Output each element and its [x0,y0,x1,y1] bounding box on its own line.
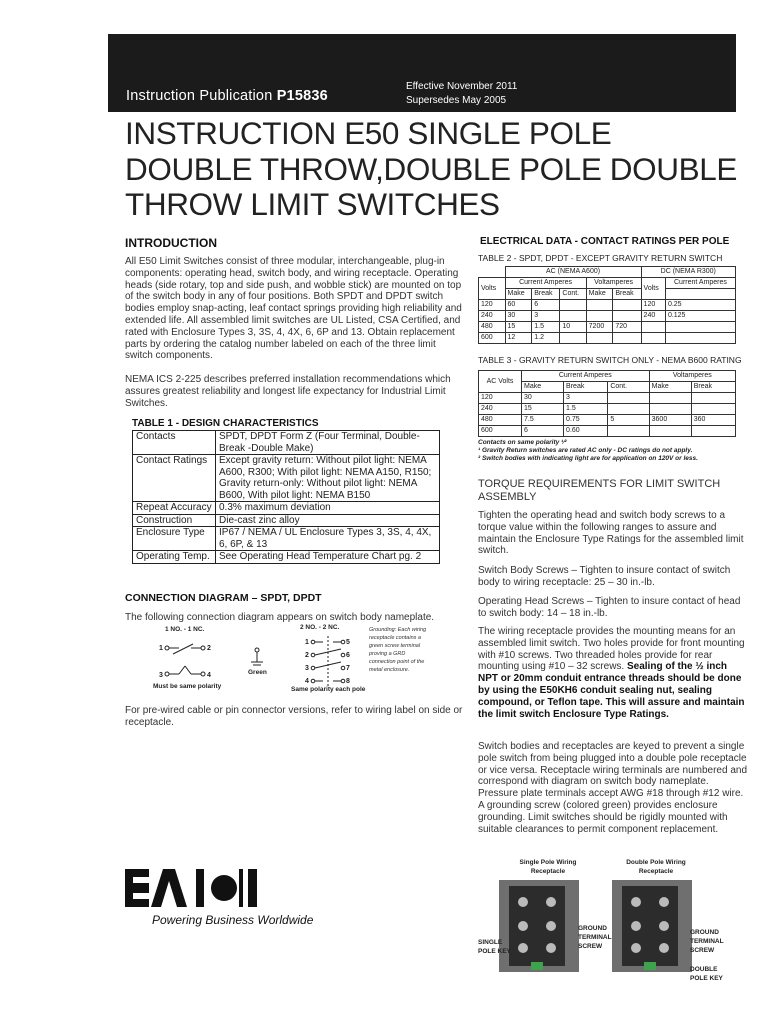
sub-make: Make [649,382,691,393]
ground-terminal-label-2: GROUND TERMINAL SCREW [690,929,724,954]
cell: 3 [532,311,560,322]
cell: 12 [505,333,532,344]
table-row [133,455,440,502]
photo-single-title: Single Pole Wiring Receptacle [519,859,577,875]
col-dc-volts: Volts [641,278,665,300]
connection-paragraph: The following connection diagram appears on switch body nameplate. [125,612,435,623]
sub-break: Break [613,289,641,300]
table-row [479,300,736,311]
sub-make: Make [522,382,564,393]
svg-text:2: 2 [207,645,211,652]
ground-terminal-label-1: GROUND TERMINAL SCREW [578,925,612,950]
table-row [479,311,736,322]
cell [691,426,735,437]
table-row [133,527,440,551]
green-label: Green [248,669,267,676]
cell: 0.125 [665,311,735,322]
row-value: Except gravity return: Without pilot light: NEMA A600, R300; With pilot light: NEMA A150, R150; Gravity return-only: Without pilot light: NEMA B600, With pilot light: NEMA B150 [216,455,440,502]
cell [641,322,665,333]
effective-dates [406,80,517,108]
col-current: Current Amperes [522,371,650,382]
cell [613,333,641,344]
cell [665,333,735,344]
cell: 0.60 [564,426,608,437]
col-ac-volts: AC Volts [479,371,522,393]
dpdt-caption: Same polarity each pole [291,686,366,693]
cell [649,393,691,404]
row-value: IP67 / NEMA / UL Enclosure Types 3, 3S, 4, 4X, 6, 6P, & 13 [216,527,440,551]
col-volts: Volts [479,278,506,300]
header-bar [108,34,736,112]
cell [649,404,691,415]
svg-text:4: 4 [305,678,309,685]
table2 [478,266,736,344]
cell: 15 [522,404,564,415]
torque-heading: TORQUE REQUIREMENTS FOR LIMIT SWITCH ASSEMBLY [478,478,721,503]
cell: 120 [479,393,522,404]
table-row [133,431,440,455]
torque-p4-text: The wiring receptacle provides the mounting means for an assembled limit switch. Two holes provide for front mounting with #10 screws. Two threaded holes provide for rear mounting using #10 – 32 screws. [478,626,745,673]
cell: 240 [479,311,506,322]
cell: 0.25 [665,300,735,311]
cell [641,333,665,344]
col-voltamperes: Voltamperes [586,278,641,289]
dpdt-label: 2 NO. - 2 NC. [300,624,340,631]
cell: 720 [613,322,641,333]
torque-paragraph-2: Switch Body Screws – Tighten to insure contact of switch body to wiring receptacle: 25 – 30 in.-lb. [478,565,731,588]
cell: 120 [641,300,665,311]
cell: 480 [479,415,522,426]
cell: 30 [522,393,564,404]
double-pole-receptacle-image [608,876,698,976]
cell: 240 [479,404,522,415]
col-voltamperes: Voltamperes [649,371,735,382]
sub-make: Make [586,289,613,300]
t2-ac-header: AC (NEMA A600) [505,267,641,278]
connection-heading: CONNECTION DIAGRAM – SPDT, DPDT [125,592,322,604]
row-key: Construction [133,514,216,527]
intro-heading: INTRODUCTION [125,236,217,250]
svg-text:6: 6 [346,652,350,659]
table-row [479,267,736,278]
cell: 480 [479,322,506,333]
svg-text:3: 3 [305,665,309,672]
cell [691,404,735,415]
svg-text:7: 7 [346,665,350,672]
sub-make: Make [505,289,532,300]
table-row [479,322,736,333]
intro-paragraph-2: NEMA ICS 2-225 describes preferred installation recommendations which assures greatest reliability and longest life expectancy for Industrial Limit Switches. [125,374,451,409]
table3-caption: TABLE 3 - GRAVITY RETURN SWITCH ONLY - NEMA B600 RATING [478,355,742,365]
torque-paragraph-4 [478,626,748,720]
intro-paragraph-1: All E50 Limit Switches consist of three modular, interchangeable, plug-in components: operating head, switch body, and wiring receptacle. Operating heads (side rotary, top and side push, and wobble stick) are mounted on top of the switch body in any of four positions. Both SPDT and DPDT switch bodies employ snap-acting, leaf contact springs providing high reliability and extended life. All assembled limit switches are UL Listed, CSA Certified, and rated with Enclosure Types 3, 3S, 4, 4X, 6, 6P and 13. Obtain replacement parts by ordering the catalog number labeled on each of the three limit switch components. [125,256,462,362]
cell: 600 [479,333,506,344]
table1-caption: TABLE 1 - DESIGN CHARACTERISTICS [132,418,319,429]
cell [586,300,613,311]
cell: 60 [505,300,532,311]
eaton-logo-icon [125,867,257,909]
cell: 30 [505,311,532,322]
row-key: Operating Temp. [133,551,216,564]
supersedes-date: Supersedes May 2005 [406,95,507,106]
table2-caption: TABLE 2 - SPDT, DPDT - EXCEPT GRAVITY RETURN SWITCH [478,253,723,263]
table-row [479,371,736,382]
torque-paragraph-5: Switch bodies and receptacles are keyed to prevent a single pole switch from being plugged into a double pole receptacle or vice versa. Receptacle wiring terminals are numbered and correspond with diagram on switch body nameplate. Pressure plate terminals accept AWG #18 through #12 wire. A grounding screw (colored green) provides enclosure grounding. Limit switches should be rigidly mounted with suitable clearances to permit component replacement. [478,741,748,835]
table-row [479,278,736,289]
cell [560,333,586,344]
design-characteristics-table [132,430,440,564]
cell: 6 [532,300,560,311]
cell [560,300,586,311]
cell: 15 [505,322,532,333]
svg-text:3: 3 [159,672,163,679]
cell [613,300,641,311]
note-2: ¹ Gravity Return switches are rated AC only - DC ratings do not apply. [478,447,693,454]
cell: 6 [522,426,564,437]
table-row [479,415,736,426]
torque-paragraph-3: Operating Head Screws – Tighten to insure contact of head to switch body: 14 – 18 in.-lb. [478,596,741,619]
cell [613,311,641,322]
cell [586,311,613,322]
table-row [133,514,440,527]
cell: 7200 [586,322,613,333]
table-row [479,426,736,437]
photo-double-title: Double Pole Wiring Receptacle [626,859,686,875]
cell [665,322,735,333]
table-row [479,333,736,344]
cell: 600 [479,426,522,437]
row-key: Enclosure Type [133,527,216,551]
table-row [133,551,440,564]
cell: 240 [641,311,665,322]
publication-number: P15836 [276,88,328,104]
cell: 7.5 [522,415,564,426]
sub-break: Break [532,289,560,300]
connection-diagram [145,622,475,700]
svg-text:8: 8 [346,678,350,685]
double-pole-key-label: DOUBLE POLE KEY [690,966,723,982]
row-key: Repeat Accuracy [133,502,216,515]
table-notes [478,439,698,463]
svg-text:1: 1 [305,639,309,646]
row-value: See Operating Head Temperature Chart pg. 2 [216,551,440,564]
effective-date: Effective November 2011 [406,81,518,92]
eaton-logo [125,867,257,914]
cell: 120 [479,300,506,311]
cell: 10 [560,322,586,333]
col-current: Current Amperes [505,278,586,289]
torque-p4-bold: Sealing of the ½ inch NPT or 20mm conduit entrance threads should be done by using the E50KH6 conduit sealing nut, sealing compound, or Teflon tape. This will assure and maintain the limit switch Enclosure Type Ratings. [478,661,745,720]
cell: 1.5 [532,322,560,333]
cell [608,404,649,415]
sub-break: Break [691,382,735,393]
electrical-heading: ELECTRICAL DATA - CONTACT RATINGS PER POLE [480,236,730,247]
connection-paragraph-2: For pre-wired cable or pin connector versions, refer to wiring label on side or receptacle. [125,705,463,728]
torque-paragraph-1: Tighten the operating head and switch body screws to a torque value within the following ranges to assure and maintain the Enclosure Type Ratings for the assembled limit switch. [478,510,744,557]
svg-text:1: 1 [159,645,163,652]
cell: 1.5 [564,404,608,415]
sub-cont: Cont. [560,289,586,300]
cell [560,311,586,322]
table-row [479,404,736,415]
row-key: Contacts [133,431,216,455]
note-3: ² Switch bodies with indicating light are for application on 120V or less. [478,455,698,462]
row-value: 0.3% maximum deviation [216,502,440,515]
cell [691,393,735,404]
note-1: Contacts on same polarity ¹⁄² [478,439,567,446]
row-value: Die-cast zinc alloy [216,514,440,527]
cell: 3600 [649,415,691,426]
sub-cont: Cont. [608,382,649,393]
spdt-label: 1 NO. - 1 NC. [165,626,205,633]
table-row [479,393,736,404]
table-row [133,502,440,515]
document-title: INSTRUCTION E50 SINGLE POLE DOUBLE THROW,DOUBLE POLE DOUBLE THROW LIMIT SWITCHES [125,115,737,222]
cell: 1.2 [532,333,560,344]
cell [608,393,649,404]
cell [586,333,613,344]
cell: 0.75 [564,415,608,426]
svg-text:4: 4 [207,672,211,679]
cell: 3 [564,393,608,404]
svg-text:2: 2 [305,652,309,659]
cell: 5 [608,415,649,426]
col-dc-current: Current Amperes [665,278,735,289]
single-pole-key-label: SINGLE POLE KEY [478,939,511,955]
cell [649,426,691,437]
table3 [478,370,736,437]
sub-break: Break [564,382,608,393]
t2-dc-header: DC (NEMA R300) [641,267,735,278]
row-value: SPDT, DPDT Form Z (Four Terminal, Double-Break -Double Make) [216,431,440,455]
spdt-caption: Must be same polarity [153,683,222,690]
table-row [479,289,736,300]
cell: 360 [691,415,735,426]
single-pole-receptacle-image [495,876,585,976]
cell [608,426,649,437]
svg-text:5: 5 [346,639,350,646]
publication-label: Instruction Publication P15836 [126,88,328,104]
row-key: Contact Ratings [133,455,216,502]
grounding-note: Grounding: Each wiring receptacle contains a green screw terminal proving a GRD connection point of the metal enclosure. [369,627,427,673]
tagline: Powering Business Worldwide [152,913,314,927]
